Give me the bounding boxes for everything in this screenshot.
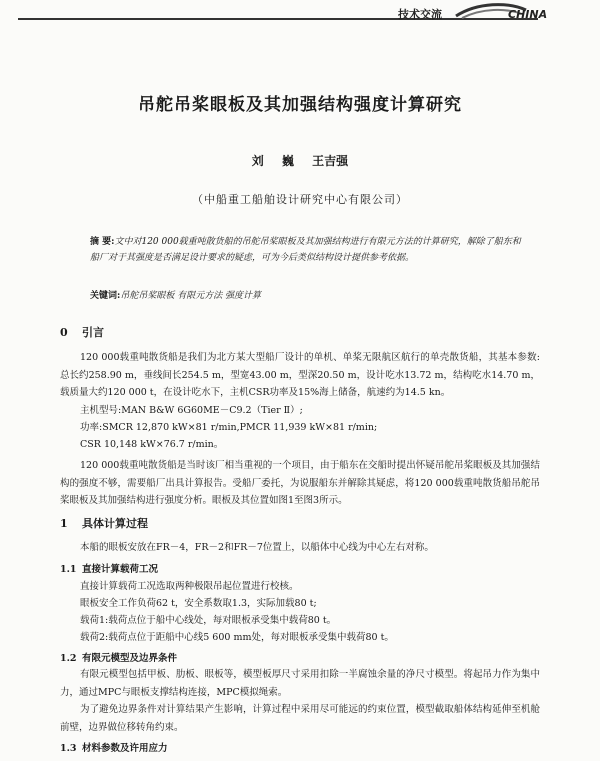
paper-title: 吊舵吊桨眼板及其加强结构强度计算研究 [138,95,462,115]
abstract [90,234,522,266]
section-heading: 0 引言 [60,326,104,339]
load-line: 载荷2:载荷点位于距船中心线5 600 mm处，每对眼板承受集中载荷80 t。 [80,632,394,643]
journal-logo-icon [448,0,558,22]
keywords [90,288,522,301]
load-line: 眼板安全工作负荷62 t，安全系数取1.3，实际加载80 t; [80,598,317,609]
body-paragraph: 有限元模型包括甲板、肋板、眼板等，模型板厚尺寸采用扣除一半腐蚀余量的净尺寸模型。将起吊力作为集中力，通过MPC与眼板支撑结构连接，MPC模拟绳索。 [60,669,540,698]
section-heading: 1 具体计算过程 [60,517,148,530]
author-list [0,152,600,169]
intro-paragraph: 120 000载重吨散货船是我们为北方某大型船厂设计的单机、单桨无限航区航行的单壳散货船，其基本参数:总长约258.90 m，垂线间长254.5 m，型宽43.00 m，型深20.50 m，设计吃水13.72 m，结构吃水14.70 m，载质量大约120 000 t，在设计吃水下，主机CSR功率及15%海上储备，航速约为14.5 kn。 [60,352,540,398]
abstract-text: 文中对120 000载重吨散货船的吊舵吊桨眼板及其加强结构进行有限元方法的计算研究，解除了船东和船厂对于其强度是否满足设计要求的疑虑，可为今后类似结构设计提供参考依据。 [90,237,521,263]
load-line: 直接计算载荷工况选取两种极限吊起位置进行校核。 [80,581,299,592]
abstract-label: 摘 要: [90,237,115,247]
keywords-text: 吊舵吊桨眼板 有限元方法 强度计算 [120,291,262,301]
author-name: 王吉强 [312,154,349,168]
body-paragraph: 本船的眼板安放在FR－4，FR－2和FR－7位置上，以船体中心线为中心左右对称。 [80,542,434,553]
subsection-heading: 1.2 有限元模型及边界条件 [60,653,178,664]
engine-line: CSR 10,148 kW×76.7 r/min。 [80,439,224,450]
subsection-heading: 1.1 直接计算载荷工况 [60,564,159,575]
load-line: 载荷1:载荷点位于船中心线处，每对眼板承受集中载荷80 t。 [80,615,337,626]
subsection-heading: 1.3 材料参数及许用应力 [60,743,168,754]
author-name: 刘 巍 [251,154,294,168]
engine-line: 功率:SMCR 12,870 kW×81 r/min,PMCR 11,939 kW×81 r/min; [80,422,378,433]
load-cases [80,578,394,646]
engine-specs [80,402,377,453]
engine-line: 主机型号:MAN B&W 6G60ME－C9.2（Tier Ⅱ）; [80,405,303,416]
body-paragraph: 为了避免边界条件对计算结果产生影响，计算过程中采用尽可能远的约束位置，模型截取船体结构延伸至机舱前壁，边界做位移转角约束。 [60,704,540,733]
intro-paragraph: 120 000载重吨散货船是当时该厂相当重视的一个项目，由于船东在交船时提出怀疑吊舵吊桨眼板及其加强结构的强度不够，需要船厂出具计算报告。受船厂委托，为说服船东并解除其疑虑，将120 000载重吨散货船吊舵吊桨眼板及其加强结构进行强度分析。眼板及其位置如图1至图3所示。 [60,460,540,506]
logo-text: CHINA [508,8,548,21]
affiliation: （中船重工船舶设计研究中心有限公司） [192,193,408,206]
keywords-label: 关键词: [90,291,121,301]
journal-section-label: 技术交流 [398,8,442,21]
